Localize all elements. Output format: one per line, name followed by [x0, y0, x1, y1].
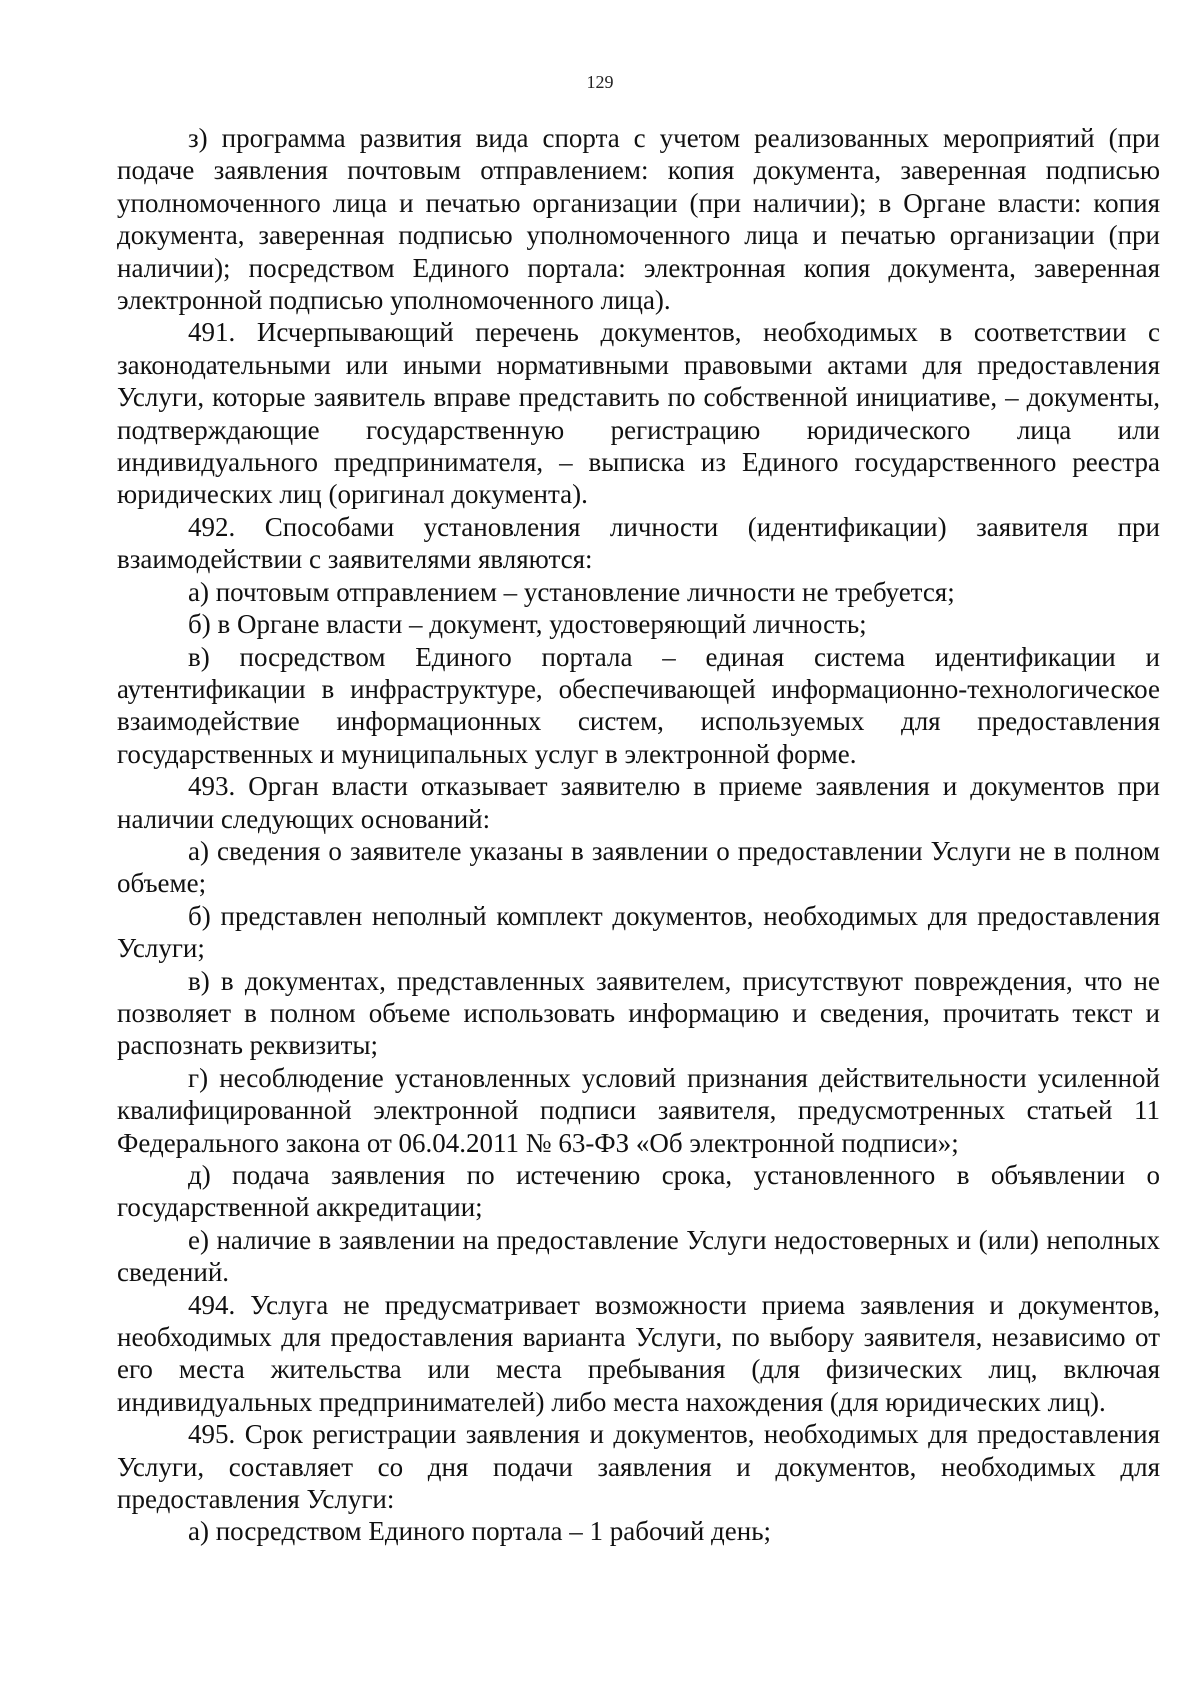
paragraph-item-z-sport-development-program: з) программа развития вида спорта с учетом реализованных мероприятий (при подаче заявления почтовым отправлением: копия документа, заверенная подписью уполномоченного лица и печатью организации (при наличии); в Органе власти: копия документа, заверенная подписью уполномоченного лица и печатью организации (при наличии); посредством Единого портала: электронная копия документа, заверенная электронной подписью уполномоченного лица).: [117, 123, 1160, 316]
document-body: [117, 122, 1160, 1548]
page-number: 129: [586, 72, 614, 92]
list-item-b-authority: б) в Органе власти – документ, удостоверяющий личность;: [188, 609, 867, 640]
paragraph-493-refusal-grounds: 493. Орган власти отказывает заявителю в приеме заявления и документов при наличии следующих оснований:: [117, 771, 1160, 834]
paragraph-492-identification-methods: 492. Способами установления личности (идентификации) заявителя при взаимодействии с заявителями являются:: [117, 511, 1160, 575]
list-item-d-deadline-expired: д) подача заявления по истечению срока, установленного в объявлении о государственной аккредитации;: [117, 1160, 1160, 1223]
list-item-v-unified-portal: в) посредством Единого портала – единая система идентификации и аутентификации в инфраструктуре, обеспечивающей информационно-технологическое взаимодействие информационных систем, используемых для предоставления государственных и муниципальных услуг в электронной форме.: [117, 641, 1160, 769]
list-item-g-signature-validity: г) несоблюдение установленных условий признания действительности усиленной квалифицированной электронной подписи заявителя, предусмотренных статьей 11 Федерального закона от 06.04.2011 № 63-ФЗ «Об электронной подписи»;: [117, 1062, 1160, 1158]
list-item-e-unreliable-info: е) наличие в заявлении на предоставление Услуги недостоверных и (или) неполных сведений.: [117, 1224, 1160, 1288]
paragraph-491-documents-list: 491. Исчерпывающий перечень документов, необходимых в соответствии с законодательными или иными нормативными правовыми актами для предоставления Услуги, которые заявитель вправе представить по собственной инициативе, – документы, подтверждающие государственную регистрацию юридического лица или индивидуального предпринимателя, – выписка из Единого государственного реестра юридических лиц (оригинал документа).: [117, 317, 1160, 510]
list-item-a-postal: а) почтовым отправлением – установление личности не требуется;: [188, 576, 955, 607]
list-item-b-incomplete-set: б) представлен неполный комплект документов, необходимых для предоставления Услуги;: [117, 900, 1160, 964]
paragraph-495-registration-term: 495. Срок регистрации заявления и документов, необходимых для предоставления Услуги, составляет со дня подачи заявления и документов, необходимых для предоставления Услуги:: [117, 1419, 1160, 1515]
list-item-v-damaged-documents: в) в документах, представленных заявителем, присутствуют повреждения, что не позволяет в полном объеме использовать информацию и сведения, прочитать текст и распознать реквизиты;: [117, 965, 1160, 1061]
list-item-a-portal-one-day: а) посредством Единого портала – 1 рабочий день;: [188, 1516, 772, 1547]
paragraph-494-place-independence: 494. Услуга не предусматривает возможности приема заявления и документов, необходимых для предоставления варианта Услуги, по выбору заявителя, независимо от его места жительства или места пребывания (для физических лиц, включая индивидуальных предпринимателей) либо места нахождения (для юридических лиц).: [117, 1289, 1160, 1417]
list-item-a-incomplete-info: а) сведения о заявителе указаны в заявлении о предоставлении Услуги не в полном объеме;: [117, 835, 1160, 899]
